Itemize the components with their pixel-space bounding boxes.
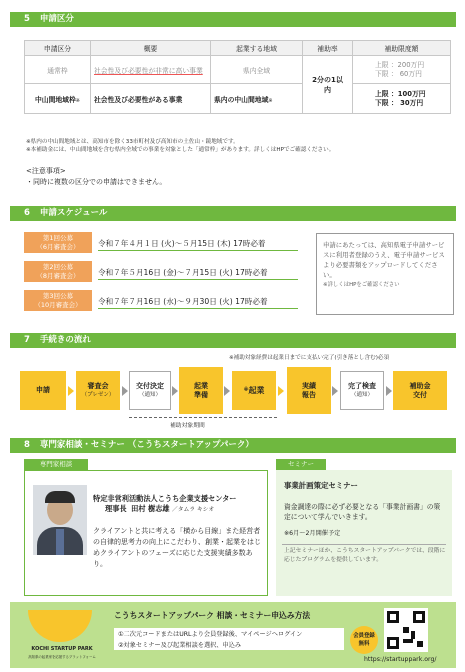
expert-tab: 専門家相談 [24,459,88,470]
seminar-tab: セミナー [276,459,326,470]
footer-panel [10,602,456,668]
seminar-note: 上記セミナーほか、こうちスタートアップパークでは、段階に応じたプログラムを提供しています。 [284,548,446,563]
expert-name-line: 理事長 田村 樹志雄 ／タムラ キシオ [105,504,215,513]
seminar-title: 事業計画策定セミナー [284,481,358,490]
flow-step-startup-prep: 起業 準備 [179,367,223,414]
divider [98,308,298,309]
flow-step-grant-decision: 交付決定 （通知） [129,371,171,410]
flow-step-completion-check: 完了検査 （通知） [340,371,384,410]
row2-summary: 社会性及び必要性がある事業 [91,84,211,114]
expert-description: クライアントと共に考える「横から目線」また経営者の自律的思考力の向上にこだわり、創業・起業をはじめクライアントのフェーズに応じた支援実績多数あり。 [93,527,261,568]
seminar-description: 資金調達の際に必ず必要となる「事業計画書」の策定について学んでいきます。 [284,503,441,521]
section-title: 申請スケジュール [39,208,108,218]
arrow-icon [224,386,230,396]
kochi-startup-park-logo: KOCHI STARTUP PARK 高知県の起業家を応援するプラットフォーム [22,608,98,664]
arrow-icon [122,386,128,396]
footer-url[interactable]: https://startuppark.org/ [364,656,437,663]
row2-type: 中山間地域枠※ [25,84,91,114]
col-header-type: 申請区分 [25,41,91,56]
subsidy-period-line [129,417,277,418]
row1-region: 県内全域 [211,56,303,84]
section-7-header [10,333,456,348]
expert-photo [33,485,87,555]
schedule-period-2: 令和７年５月16日 (金)～７月15日 (火) 17時必着 [98,268,268,277]
arrow-icon [386,386,392,396]
col-header-region: 起業する地域 [211,41,303,56]
arrow-icon [172,386,178,396]
qr-code-icon[interactable] [384,608,428,652]
row2-region: 県内の中山間地域※ [211,84,303,114]
col-header-summary: 概要 [91,41,211,56]
schedule-badge-3: 第3回公募 （10月審査会） [24,290,92,311]
col-header-rate: 補助率 [303,41,353,56]
caution-notes [26,166,166,188]
section-number: 6 [24,208,30,218]
expert-org: 特定非営利活動法人こうち企業支援センター [93,494,237,503]
schedule-badge-1: 第1回公募 （6月審査会） [24,232,92,253]
application-note-box [316,233,454,315]
row1-summary: 社会性及び必要性が非常に高い事業 [91,56,211,84]
footer-step-2: ②対象セミナー及び起業相談を選択、申込み [118,642,242,649]
footer-step-1: ①二次元コードまたはURLより会員登録後、マイページへログイン [118,631,303,638]
arrow-icon [278,386,284,396]
flow-step-report: 実績 報告 [287,367,331,414]
flow-note: ※補助対象経費は起業日までに支払い完了(引き落とし含む)必須 [229,355,390,361]
subsidy-period-label: 補助対象期間 [170,423,205,429]
arrow-icon [332,386,338,396]
row1-type: 通常枠 [25,56,91,84]
free-registration-badge: 会員登録 無料 [350,626,378,654]
flow-step-apply: 申請 [20,371,66,410]
schedule-badge-2: 第2回公募 （8月審査会） [24,261,92,282]
section-title: 手続きの流れ [39,335,91,345]
section-8-header [10,438,456,453]
col-header-limit: 補助限度額 [353,41,451,56]
seminar-date: ※6月～2月開催予定 [284,530,341,537]
divider [98,279,298,280]
arrow-icon [68,386,74,396]
flow-step-review: 審査会 （プレゼン） [76,371,120,410]
note-line: ※県内の中山間地域とは、高知市を除く33市町村及び高知市の土佐山・鏡地域です。 [26,139,239,145]
section-number: 5 [24,14,30,24]
section-5-notes [26,138,334,154]
row1-limit: 上限 ：200万円 下限 ： 60万円 [353,56,451,84]
expert-consultation-box [24,470,268,596]
flow-step-startup: ※ 起業 [232,371,276,410]
caution-item: ・同時に複数の区分での申請はできません。 [26,178,167,186]
subsidy-rate: 2分の1以内 [303,56,353,114]
section-title: 専門家相談・セミナー （こうちスタートアップパーク） [39,440,254,450]
seminar-box [276,470,452,596]
note-text: 申請にあたっては、高知県電子申請サービスに利用者登録のうえ、電子申請サービスより必要書類をアップロードしてください。 [323,241,445,279]
application-category-table [24,40,451,114]
caution-title: <注意事項> [26,167,66,175]
section-6-header [10,206,456,221]
note-small: ※詳しくはHPをご確認ください [323,282,400,288]
section-number: 7 [24,335,30,345]
row2-limit: 上限 ：100万円 下限 ： 30万円 [353,84,451,114]
footer-title: こうちスタートアップパーク 相談・セミナー申込み方法 [114,611,311,620]
section-5-header [10,12,456,27]
section-title: 申請区分 [39,14,74,24]
section-number: 8 [24,440,30,450]
flow-step-grant-payment: 補助金 交付 [393,371,447,410]
schedule-period-1: 令和７年４月１日 (火)～５月15日 (木) 17時必着 [98,239,266,248]
schedule-period-3: 令和７年７月16日 (水)～９月30日 (火) 17時必着 [98,297,268,306]
divider [98,250,298,251]
note-line: ※本補助金には、中山間地域を含む県内全域での事業を対象とした「通常枠」があります。詳しくはHPでご確認ください。 [26,147,335,153]
